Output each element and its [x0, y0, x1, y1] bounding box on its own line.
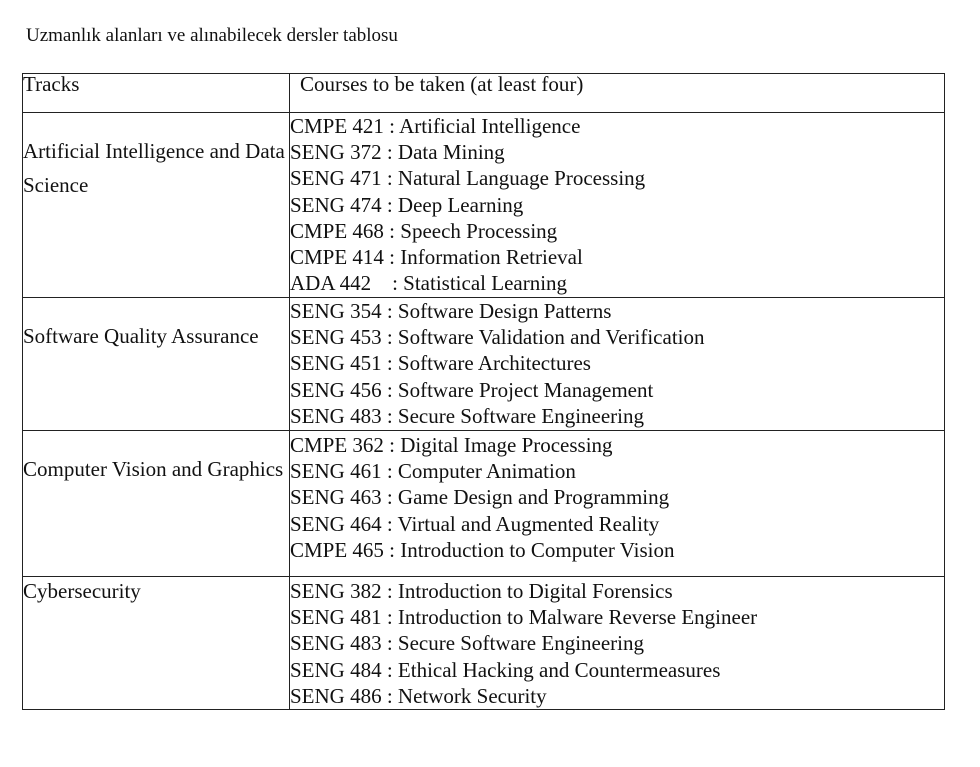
course-item: SENG 456 : Software Project Management: [290, 377, 654, 402]
track-name: Artificial Intelligence and Data Science: [23, 113, 290, 298]
course-item: SENG 486 : Network Security: [290, 683, 547, 708]
course-item: SENG 483 : Secure Software Engineering: [290, 631, 644, 656]
course-item: SENG 471 : Natural Language Processing: [290, 166, 646, 191]
header-tracks: Tracks: [23, 74, 290, 113]
table-row: [23, 113, 945, 298]
course-item: SENG 464 : Virtual and Augmented Reality: [290, 511, 660, 536]
course-item: CMPE 362 : Digital Image Processing: [290, 433, 613, 457]
page-title: Uzmanlık alanları ve alınabilecek dersler tablosu: [26, 25, 398, 46]
course-item: SENG 451 : Software Architectures: [290, 351, 591, 376]
course-item: CMPE 421 : Artificial Intelligence: [290, 114, 581, 138]
course-item: SENG 483 : Secure Software Engineering: [290, 403, 644, 428]
course-item: SENG 461 : Computer Animation: [290, 459, 576, 484]
course-item: SENG 372 : Data Mining: [290, 140, 505, 165]
track-name: Software Quality Assurance: [23, 298, 290, 431]
course-item: CMPE 465 : Introduction to Computer Vision: [290, 537, 675, 562]
course-list: [290, 431, 945, 577]
table-row: [23, 298, 945, 431]
course-item: SENG 382 : Introduction to Digital Forensics: [290, 579, 673, 603]
tracks-table: [22, 73, 945, 710]
track-name: Cybersecurity: [23, 577, 290, 710]
course-item: CMPE 468 : Speech Processing: [290, 218, 558, 243]
course-item: ADA 442 : Statistical Learning: [290, 271, 568, 296]
header-courses: Courses to be taken (at least four): [290, 74, 945, 113]
course-list: [290, 113, 945, 298]
course-list: [290, 577, 945, 710]
course-item: SENG 484 : Ethical Hacking and Countermeasures: [290, 657, 721, 682]
table-row: [23, 577, 945, 710]
course-item: SENG 354 : Software Design Patterns: [290, 299, 612, 323]
course-list: [290, 298, 945, 431]
course-item: SENG 463 : Game Design and Programming: [290, 485, 670, 510]
course-item: CMPE 414 : Information Retrieval: [290, 245, 583, 270]
table-row: [23, 431, 945, 577]
course-item: SENG 481 : Introduction to Malware Reverse Engineer: [290, 605, 758, 630]
course-item: SENG 474 : Deep Learning: [290, 192, 524, 217]
table-header-row: [23, 74, 945, 113]
course-item: SENG 453 : Software Validation and Verification: [290, 325, 705, 350]
track-name: Computer Vision and Graphics: [23, 431, 290, 577]
